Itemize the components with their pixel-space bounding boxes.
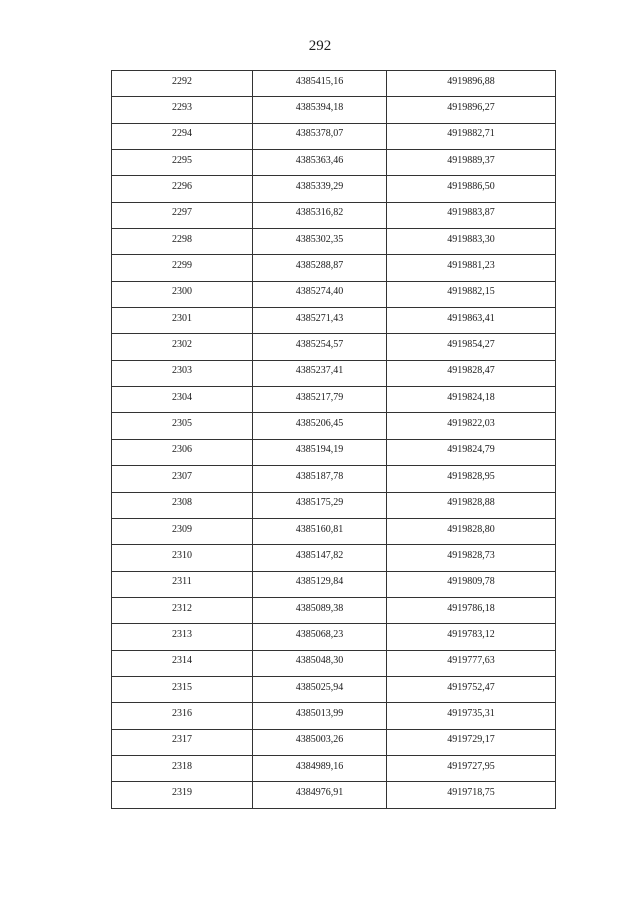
y-coordinate-cell: 4919809,78: [387, 571, 556, 597]
point-number-cell: 2310: [112, 545, 253, 571]
table-row: [112, 545, 556, 571]
y-coordinate-cell: 4919729,17: [387, 729, 556, 755]
x-coordinate-cell: 4385271,43: [253, 308, 387, 334]
x-coordinate-cell: 4385316,82: [253, 202, 387, 228]
y-coordinate-cell: 4919883,30: [387, 229, 556, 255]
x-coordinate-cell: 4385217,79: [253, 387, 387, 413]
x-coordinate-cell: 4385237,41: [253, 360, 387, 386]
table-row: [112, 281, 556, 307]
point-number-cell: 2304: [112, 387, 253, 413]
page-number: 292: [308, 38, 332, 54]
x-coordinate-cell: 4385302,35: [253, 229, 387, 255]
table-row: [112, 597, 556, 623]
point-number-cell: 2308: [112, 492, 253, 518]
coordinates-table-body: [112, 71, 556, 809]
y-coordinate-cell: 4919863,41: [387, 308, 556, 334]
point-number-cell: 2311: [112, 571, 253, 597]
table-row: [112, 466, 556, 492]
point-number-cell: 2298: [112, 229, 253, 255]
point-number-cell: 2313: [112, 624, 253, 650]
point-number-cell: 2303: [112, 360, 253, 386]
y-coordinate-cell: 4919882,71: [387, 123, 556, 149]
table-row: [112, 518, 556, 544]
x-coordinate-cell: 4385363,46: [253, 150, 387, 176]
y-coordinate-cell: 4919881,23: [387, 255, 556, 281]
point-number-cell: 2293: [112, 97, 253, 123]
x-coordinate-cell: 4385288,87: [253, 255, 387, 281]
y-coordinate-cell: 4919828,95: [387, 466, 556, 492]
point-number-cell: 2301: [112, 308, 253, 334]
point-number-cell: 2312: [112, 597, 253, 623]
y-coordinate-cell: 4919735,31: [387, 703, 556, 729]
table-row: [112, 71, 556, 97]
table-row: [112, 413, 556, 439]
x-coordinate-cell: 4385274,40: [253, 281, 387, 307]
table-row: [112, 729, 556, 755]
table-row: [112, 782, 556, 808]
y-coordinate-cell: 4919889,37: [387, 150, 556, 176]
x-coordinate-cell: 4385415,16: [253, 71, 387, 97]
x-coordinate-cell: 4385175,29: [253, 492, 387, 518]
point-number-cell: 2314: [112, 650, 253, 676]
point-number-cell: 2316: [112, 703, 253, 729]
y-coordinate-cell: 4919786,18: [387, 597, 556, 623]
y-coordinate-cell: 4919824,79: [387, 439, 556, 465]
table-row: [112, 439, 556, 465]
x-coordinate-cell: 4385025,94: [253, 676, 387, 702]
table-row: [112, 360, 556, 386]
coordinates-table: [111, 70, 556, 809]
x-coordinate-cell: 4385194,19: [253, 439, 387, 465]
x-coordinate-cell: 4385339,29: [253, 176, 387, 202]
x-coordinate-cell: 4385048,30: [253, 650, 387, 676]
x-coordinate-cell: 4385147,82: [253, 545, 387, 571]
y-coordinate-cell: 4919896,27: [387, 97, 556, 123]
y-coordinate-cell: 4919854,27: [387, 334, 556, 360]
y-coordinate-cell: 4919883,87: [387, 202, 556, 228]
table-row: [112, 97, 556, 123]
x-coordinate-cell: 4384976,91: [253, 782, 387, 808]
x-coordinate-cell: 4385068,23: [253, 624, 387, 650]
point-number-cell: 2319: [112, 782, 253, 808]
x-coordinate-cell: 4385206,45: [253, 413, 387, 439]
point-number-cell: 2318: [112, 755, 253, 781]
point-number-cell: 2317: [112, 729, 253, 755]
y-coordinate-cell: 4919777,63: [387, 650, 556, 676]
x-coordinate-cell: 4385089,38: [253, 597, 387, 623]
x-coordinate-cell: 4385187,78: [253, 466, 387, 492]
y-coordinate-cell: 4919896,88: [387, 71, 556, 97]
table-row: [112, 755, 556, 781]
x-coordinate-cell: 4385394,18: [253, 97, 387, 123]
table-row: [112, 492, 556, 518]
table-row: [112, 624, 556, 650]
x-coordinate-cell: 4385013,99: [253, 703, 387, 729]
table-row: [112, 123, 556, 149]
point-number-cell: 2299: [112, 255, 253, 281]
x-coordinate-cell: 4385129,84: [253, 571, 387, 597]
table-row: [112, 334, 556, 360]
y-coordinate-cell: 4919882,15: [387, 281, 556, 307]
y-coordinate-cell: 4919824,18: [387, 387, 556, 413]
point-number-cell: 2309: [112, 518, 253, 544]
y-coordinate-cell: 4919886,50: [387, 176, 556, 202]
table-row: [112, 308, 556, 334]
point-number-cell: 2302: [112, 334, 253, 360]
y-coordinate-cell: 4919828,47: [387, 360, 556, 386]
point-number-cell: 2307: [112, 466, 253, 492]
point-number-cell: 2292: [112, 71, 253, 97]
y-coordinate-cell: 4919783,12: [387, 624, 556, 650]
x-coordinate-cell: 4385378,07: [253, 123, 387, 149]
table-row: [112, 150, 556, 176]
table-row: [112, 703, 556, 729]
y-coordinate-cell: 4919828,80: [387, 518, 556, 544]
y-coordinate-cell: 4919828,73: [387, 545, 556, 571]
y-coordinate-cell: 4919718,75: [387, 782, 556, 808]
table-row: [112, 255, 556, 281]
y-coordinate-cell: 4919828,88: [387, 492, 556, 518]
table-row: [112, 571, 556, 597]
point-number-cell: 2300: [112, 281, 253, 307]
y-coordinate-cell: 4919752,47: [387, 676, 556, 702]
point-number-cell: 2315: [112, 676, 253, 702]
x-coordinate-cell: 4385254,57: [253, 334, 387, 360]
y-coordinate-cell: 4919727,95: [387, 755, 556, 781]
table-row: [112, 387, 556, 413]
point-number-cell: 2294: [112, 123, 253, 149]
point-number-cell: 2306: [112, 439, 253, 465]
x-coordinate-cell: 4384989,16: [253, 755, 387, 781]
point-number-cell: 2296: [112, 176, 253, 202]
x-coordinate-cell: 4385003,26: [253, 729, 387, 755]
table-row: [112, 176, 556, 202]
table-row: [112, 202, 556, 228]
table-row: [112, 676, 556, 702]
point-number-cell: 2295: [112, 150, 253, 176]
point-number-cell: 2305: [112, 413, 253, 439]
point-number-cell: 2297: [112, 202, 253, 228]
table-row: [112, 229, 556, 255]
y-coordinate-cell: 4919822,03: [387, 413, 556, 439]
table-row: [112, 650, 556, 676]
x-coordinate-cell: 4385160,81: [253, 518, 387, 544]
